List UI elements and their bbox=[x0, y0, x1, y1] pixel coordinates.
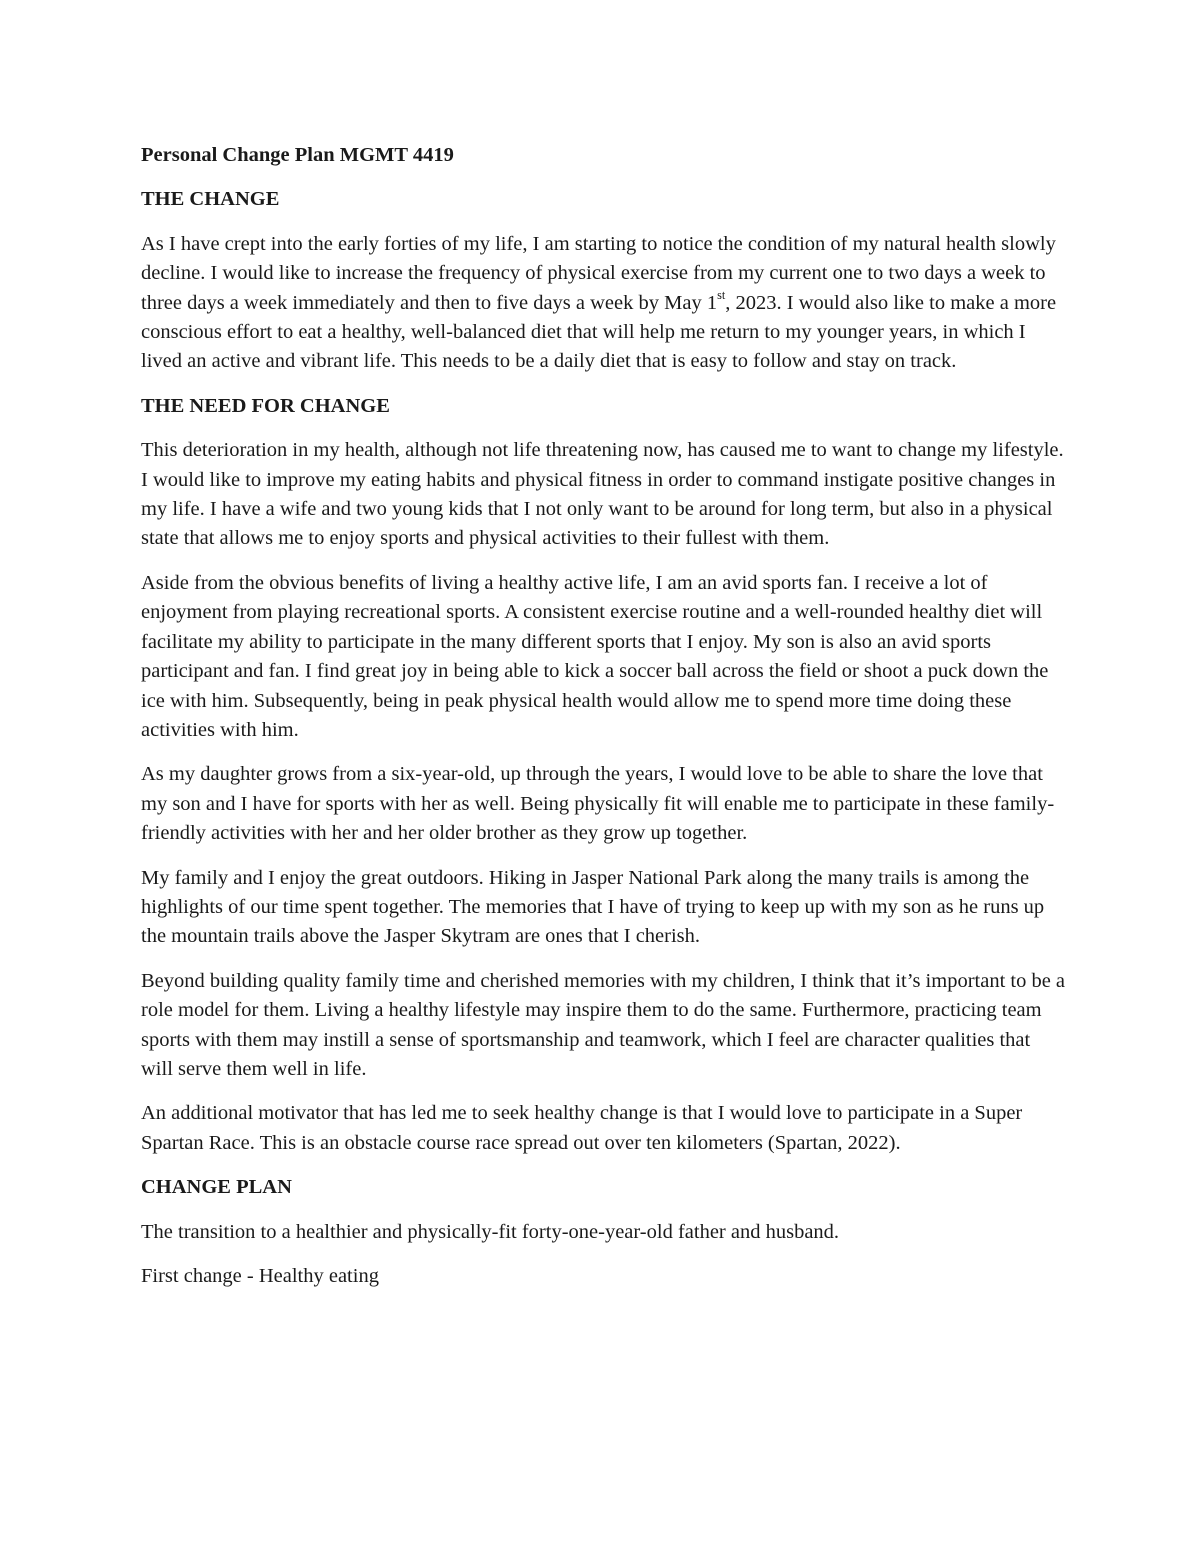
paragraph-need-3: As my daughter grows from a six-year-old, up through the years, I would love to be able to share the love that my son and I have for sports with her as well. Being physically fit will enable me to participate in these family-friendly activities with her and her older brother as they grow up together. bbox=[141, 763, 1055, 845]
paragraph-plan-2: First change - Healthy eating bbox=[141, 1265, 379, 1287]
paragraph-need-5: Beyond building quality family time and cherished memories with my children, I think that it’s important to be a role model for them. Living a healthy lifestyle may inspire them to do the same. Furthermore, practicing team sports with them may instill a sense of sportsmanship and teamwork, which I feel are character qualities that will serve them well in life. bbox=[141, 969, 1066, 1080]
paragraph-need-6: An additional motivator that has led me to seek healthy change is that I would love to participate in a Super Spartan Race. This is an obstacle course race spread out over ten kilometers (Spartan, 2022). bbox=[141, 1102, 1023, 1154]
document-title: Personal Change Plan MGMT 4419 bbox=[141, 144, 454, 166]
heading-need-for-change: THE NEED FOR CHANGE bbox=[141, 394, 390, 417]
heading-the-change: THE CHANGE bbox=[141, 188, 280, 211]
paragraph-need-2: Aside from the obvious benefits of living a healthy active life, I am an avid sports fan. I receive a lot of enjoyment from playing recreational sports. A consistent exercise routine and a well-rounded healthy diet will facilitate my ability to participate in the many different sports that I enjoy. My son is also an avid sports participant and fan. I find great joy in being able to kick a soccer ball across the field or shoot a puck down the ice with him. Subsequently, being in peak physical health would allow me to spend more time doing these activities with him. bbox=[141, 571, 1049, 741]
heading-change-plan: CHANGE PLAN bbox=[141, 1176, 292, 1199]
paragraph-need-1: This deterioration in my health, although not life threatening now, has caused me to want to change my lifestyle. I would like to improve my eating habits and physical fitness in order to command instigate positive changes in my life. I have a wife and two young kids that I not only want to be around for long term, but also in a physical state that allows me to enjoy sports and physical activities to their fullest with them. bbox=[141, 439, 1064, 550]
paragraph-text: As I have crept into the early forties of my life, I am starting to notice the condition of my natural health slowly decline. I would like to increase the frequency of physical exercise from my current one to two days a week to three days a week immediately and then to five days a week by May 1 bbox=[141, 232, 1056, 314]
paragraph-need-4: My family and I enjoy the great outdoors. Hiking in Jasper National Park along the many trails is among the highlights of our time spent together. The memories that I have of trying to keep up with my son as he runs up the mountain trails above the Jasper Skytram are ones that I cherish. bbox=[141, 866, 1045, 948]
paragraph-plan-1: The transition to a healthier and physically-fit forty-one-year-old father and husband. bbox=[141, 1220, 840, 1243]
paragraph-text: , 2023. I would also like to make a more conscious effort to eat a healthy, well-balanced diet that will help me return to my younger years, in which I lived an active and vibrant life. This needs to be a daily diet that is easy to follow and stay on track. bbox=[141, 291, 1057, 373]
paragraph-the-change bbox=[141, 230, 1066, 377]
ordinal-superscript: st bbox=[717, 287, 726, 302]
document-body bbox=[141, 141, 1066, 1306]
